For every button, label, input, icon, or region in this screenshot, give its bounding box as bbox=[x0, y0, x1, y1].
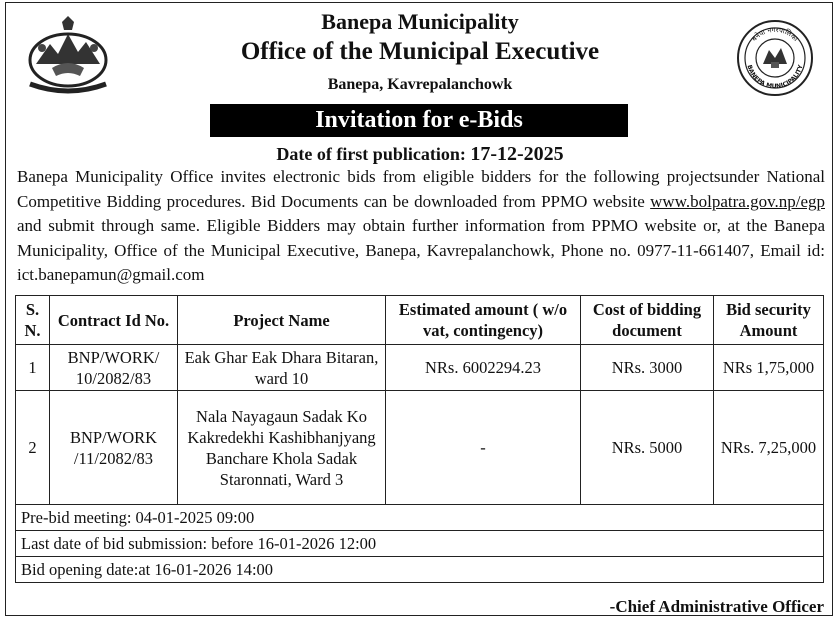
seal-ring-text: बनेपा नगरपालिका bbox=[750, 25, 800, 44]
bid-opening-date: Bid opening date:at 16-01-2026 14:00 bbox=[16, 557, 824, 583]
cell-bid-doc-cost: NRs. 5000 bbox=[581, 391, 714, 505]
banepa-municipality-seal-icon bbox=[735, 18, 815, 98]
header-bid-security: Bid security Amount bbox=[714, 296, 824, 345]
cell-bid-doc-cost: NRs. 3000 bbox=[581, 345, 714, 391]
cell-sn: 2 bbox=[16, 391, 50, 505]
intro-text-end: and submit through same. Eligible Bidders may obtain further information from PPMO website or, at the Banepa Municipality, Office of the Municipal Executive, Banepa, Kavrepalanchowk, Phone no. 0977-11-661407, Email id: ict.banepamun@gmail.com bbox=[17, 216, 825, 284]
cell-contract-id: BNP/WORK /11/2082/83 bbox=[50, 391, 178, 505]
header bbox=[150, 8, 690, 96]
cell-sn: 1 bbox=[16, 345, 50, 391]
signature: -Chief Administrative Officer bbox=[609, 597, 824, 616]
office-name: Office of the Municipal Executive bbox=[240, 38, 600, 65]
notice-title: Invitation for e-Bids bbox=[210, 104, 628, 137]
cell-bid-security: NRs. 7,25,000 bbox=[714, 391, 824, 505]
svg-text:बनेपा नगरपालिका bbox=[750, 26, 799, 43]
cell-project-name: Eak Ghar Eak Dhara Bitaran, ward 10 bbox=[178, 345, 386, 391]
header-sn: S. N. bbox=[16, 296, 50, 345]
table-header-row bbox=[16, 296, 824, 345]
last-submission-row bbox=[16, 531, 824, 557]
intro-text-start: Banepa Municipality Office invites electronic bids from eligible bidders for the following projectsunder National Competitive Bidding procedures. Bid Documents can be downloaded from PPMO website bbox=[17, 167, 825, 211]
table-row bbox=[16, 345, 824, 391]
publication-label: Date of first publication: bbox=[276, 144, 466, 164]
cell-contract-id: BNP/WORK/ 10/2082/83 bbox=[50, 345, 178, 391]
publication-date-line bbox=[150, 142, 690, 166]
last-submission-date: Last date of bid submission: before 16-01-2026 12:00 bbox=[16, 531, 824, 557]
cell-bid-security: NRs 1,75,000 bbox=[714, 345, 824, 391]
table-row bbox=[16, 391, 824, 505]
cell-estimated-amount: - bbox=[386, 391, 581, 505]
publication-date: 17-12-2025 bbox=[470, 143, 564, 165]
bids-table bbox=[15, 295, 824, 583]
intro-paragraph bbox=[17, 165, 825, 288]
pre-bid-meeting: Pre-bid meeting: 04-01-2025 09:00 bbox=[16, 505, 824, 531]
nepal-emblem-icon bbox=[22, 14, 114, 94]
seal-bottom-text: BANEPA MUNICIPALITY bbox=[745, 64, 805, 91]
location: Banepa, Kavrepalanchowk bbox=[327, 76, 513, 93]
header-estimated-amount: Estimated amount ( w/o vat, contingency) bbox=[386, 296, 581, 345]
ppmo-website-link[interactable]: www.bolpatra.gov.np/egp bbox=[650, 191, 825, 211]
org-name: Banepa Municipality bbox=[321, 9, 519, 34]
header-contract-id: Contract Id No. bbox=[50, 296, 178, 345]
header-project-name: Project Name bbox=[178, 296, 386, 345]
cell-estimated-amount: NRs. 6002294.23 bbox=[386, 345, 581, 391]
header-bid-doc-cost: Cost of bidding document bbox=[581, 296, 714, 345]
bid-opening-row bbox=[16, 557, 824, 583]
cell-project-name: Nala Nayagaun Sadak Ko Kakredekhi Kashibhanjyang Banchare Khola Sadak Staronnati, Ward 3 bbox=[178, 391, 386, 505]
pre-bid-meeting-row bbox=[16, 505, 824, 531]
